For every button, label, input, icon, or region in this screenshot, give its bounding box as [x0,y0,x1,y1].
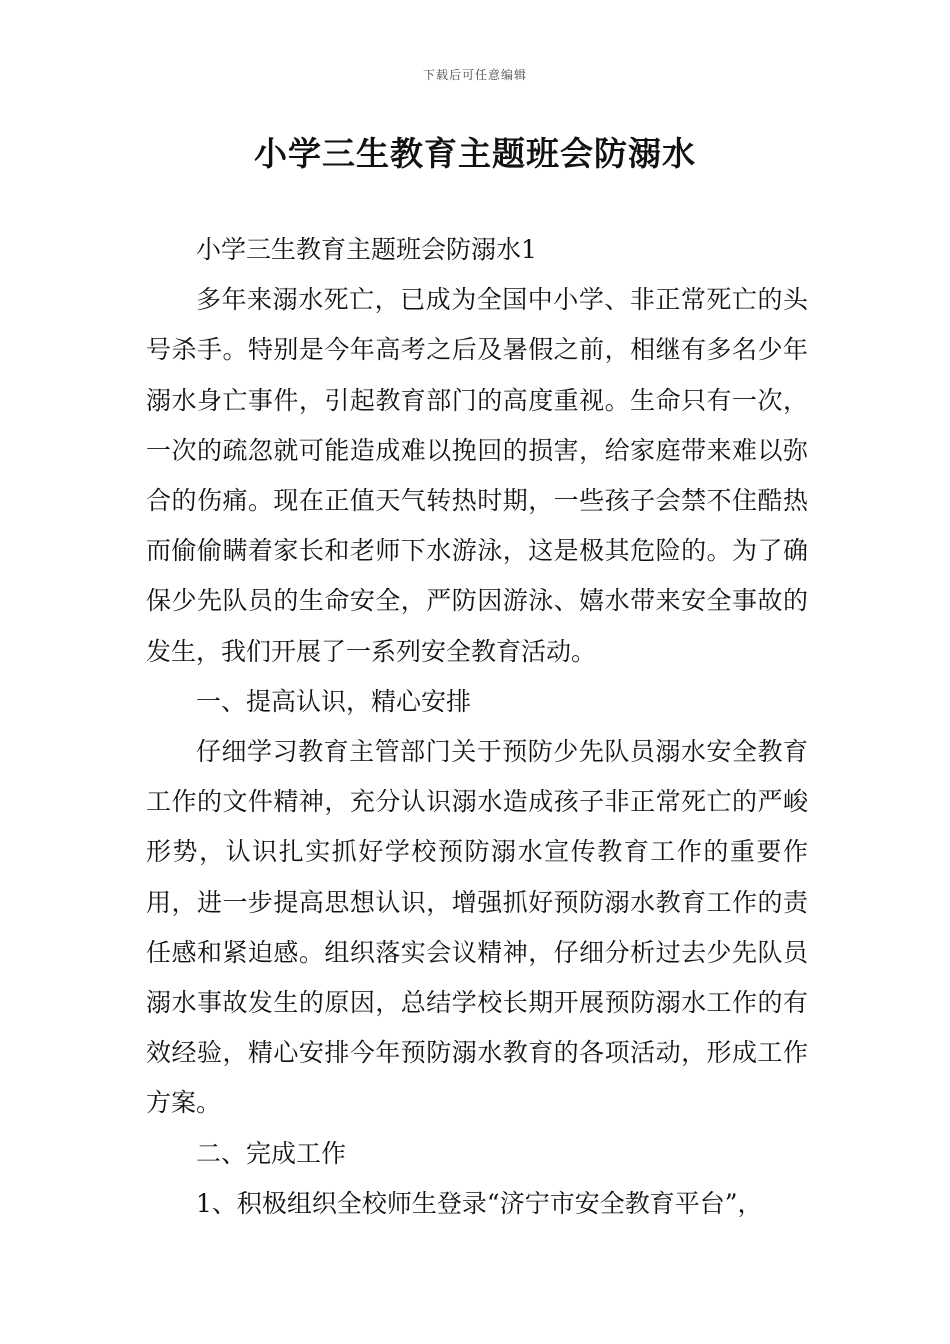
section-1-paragraph: 仔细学习教育主管部门关于预防少先队员溺水安全教育工作的文件精神，充分认识溺水造成孩子非正常死亡的严峻形势，认识扎实抓好学校预防溺水宣传教育工作的重要作用，进一步提高思想认识，增强抓好预防溺水教育工作的责任感和紧迫感。组织落实会议精神，仔细分析过去少先队员溺水事故发生的原因，总结学校长期开展预防溺水工作的有效经验，精心安排今年预防溺水教育的各项活动，形成工作方案。 [146,737,808,1118]
intro-paragraph: 多年来溺水死亡，已成为全国中小学、非正常死亡的头号杀手。特别是今年高考之后及暑假之前，相继有多名少年溺水身亡事件，引起教育部门的高度重视。生命只有一次，一次的疏忽就可能造成难以挽回的损害，给家庭带来难以弥合的伤痛。现在正值天气转热时期，一些孩子会禁不住酷热而偷偷瞒着家长和老师下水游泳，这是极其危险的。为了确保少先队员的生命安全，严防因游泳、嬉水带来安全事故的发生，我们开展了一系列安全教育活动。 [146,285,808,666]
section-2-item-1: 1、积极组织全校师生登录“济宁市安全教育平台”， [196,1188,763,1218]
document-body [146,225,808,1229]
subtitle-paragraph: 小学三生教育主题班会防溺水1 [196,235,537,264]
section-heading-2: 二、完成工作 [196,1138,347,1168]
section-heading-1: 一、提高认识，精心安排 [196,686,472,716]
header-note: 下载后可任意编辑 [422,68,527,82]
document-title: 小学三生教育主题班会防溺水 [254,134,696,173]
